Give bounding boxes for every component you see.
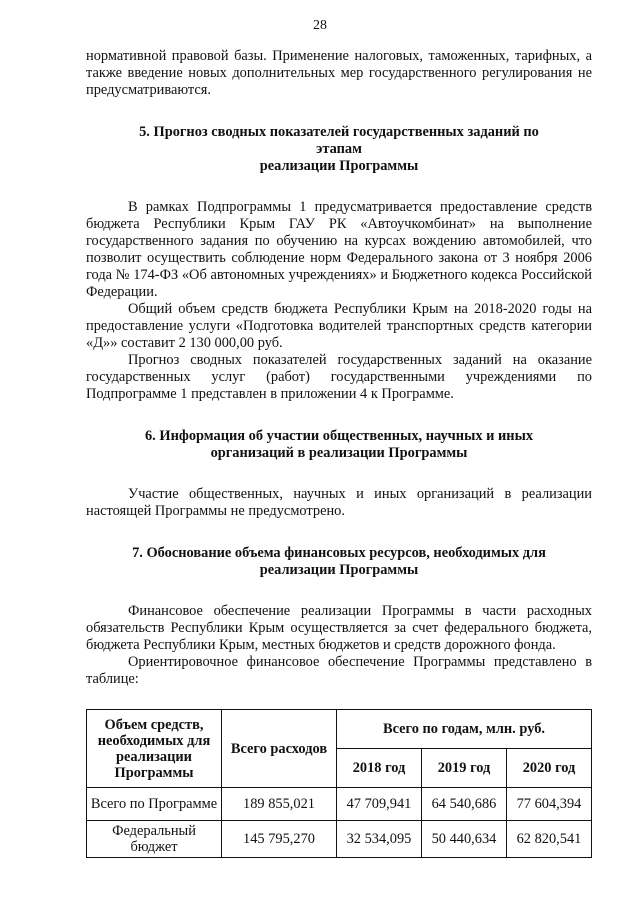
cell-2018: 32 534,095 [337, 821, 422, 858]
header-year-2019: 2019 год [422, 749, 507, 788]
header-total: Всего расходов [222, 710, 337, 788]
cell-total: 145 795,270 [222, 821, 337, 858]
page-number: 28 [313, 18, 327, 33]
cell-2020: 77 604,394 [507, 788, 592, 821]
section6-heading [86, 428, 592, 462]
section5-paragraph: В рамках Подпрограммы 1 предусматривается предоставление средств бюджета Республики Крым ГАУ РК «Автоучкомбинат» на выполнение государственного задания по обучению на курсах вождению автомобилей, что позволит осуществить соблюдение норм Федерального закона от 3 ноября 2006 года № 174-ФЗ «Об автономных учреждениях» и Бюджетного кодекса Российской Федерации. [86, 199, 592, 300]
header-year-2018: 2018 год [337, 749, 422, 788]
section7-paragraph: Ориентировочное финансовое обеспечение Программы представлено в таблице: [86, 654, 592, 687]
table-header-row [87, 710, 592, 749]
cell-2019: 50 440,634 [422, 821, 507, 858]
header-source: Объем средств, необходимых для реализации Программы [87, 710, 222, 788]
cell-total: 189 855,021 [222, 788, 337, 821]
section7-heading [86, 545, 592, 579]
section6-heading-line2: организаций в реализации Программы [210, 445, 468, 461]
table-row [87, 821, 592, 858]
financing-table [86, 709, 592, 858]
cell-2018: 47 709,941 [337, 788, 422, 821]
section6-paragraph: Участие общественных, научных и иных организаций в реализации настоящей Программы не предусмотрено. [86, 486, 592, 519]
cell-2020: 62 820,541 [507, 821, 592, 858]
section5-heading-line1: 5. Прогноз сводных показателей государственных заданий по этапам [139, 124, 539, 157]
section7-paragraph: Финансовое обеспечение реализации Программы в части расходных обязательств Республики Крым осуществляется за счет федерального бюджета, бюджета Республики Крым, местных бюджетов и средств дорожного фонда. [86, 603, 592, 653]
section5-heading [86, 124, 592, 175]
section5-paragraph: Общий объем средств бюджета Республики Крым на 2018-2020 годы на предоставление услуги «Подготовка водителей транспортных средств категории «Д»» составит 2 130 000,00 руб. [86, 301, 592, 351]
section7-heading-line2: реализации Программы [259, 562, 419, 578]
intro-paragraph: нормативной правовой базы. Применение налоговых, таможенных, тарифных, а также введение новых дополнительных мер государственного регулирования не предусматриваются. [86, 48, 592, 98]
document-body [86, 48, 592, 858]
section6-heading-line1: 6. Информация об участии общественных, научных и иных [144, 428, 534, 444]
header-by-years: Всего по годам, млн. руб. [337, 710, 592, 749]
section5-paragraph: Прогноз сводных показателей государственных заданий на оказание государственных услуг (работ) государственными учреждениями по Подпрограмме 1 представлен в приложении 4 к Программе. [86, 352, 592, 402]
table-row [87, 788, 592, 821]
cell-2019: 64 540,686 [422, 788, 507, 821]
section5-heading-line2: реализации Программы [259, 158, 419, 174]
header-year-2020: 2020 год [507, 749, 592, 788]
row-label: Федеральный бюджет [87, 821, 222, 858]
section7-heading-line1: 7. Обоснование объема финансовых ресурсов, необходимых для [132, 545, 546, 561]
row-label: Всего по Программе [87, 788, 222, 821]
